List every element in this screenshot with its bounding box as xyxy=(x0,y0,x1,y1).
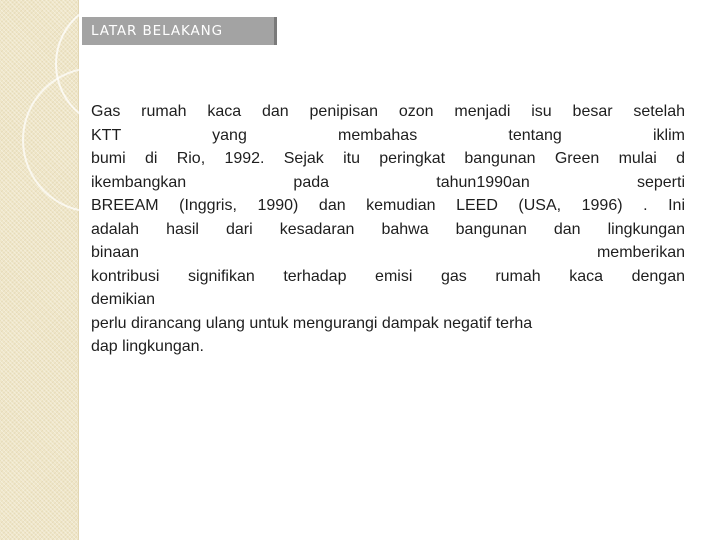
body-paragraph xyxy=(91,100,685,359)
paragraph-line: perlu dirancang ulang untuk mengurangi dampak negatif terha xyxy=(91,314,533,332)
paragraph-line: BREEAM (Inggris, 1990) dan kemudian LEED (USA, 1996) . Ini xyxy=(91,197,685,214)
paragraph-line: ikembangkan pada tahun1990an seperti xyxy=(91,173,685,191)
slide-title: LATAR BELAKANG xyxy=(91,23,223,39)
paragraph-line: dap lingkungan. xyxy=(91,338,204,355)
paragraph-line: Gas rumah kaca dan penipisan ozon menjadi isu besar setelah xyxy=(91,103,685,120)
paragraph-line: KTT yang membahas tentang iklim xyxy=(91,126,685,144)
paragraph-line: binaan memberikan xyxy=(91,244,685,261)
paragraph-line: adalah hasil dari kesadaran bahwa bangunan dan lingkungan xyxy=(91,220,685,238)
paragraph-line: kontribusi signifikan terhadap emisi gas rumah kaca dengan xyxy=(91,267,685,285)
slide-title-bar xyxy=(82,17,277,45)
paragraph-line: demikian xyxy=(91,291,156,308)
paragraph-line: bumi di Rio, 1992. Sejak itu peringkat bangunan Green mulai d xyxy=(91,150,685,167)
